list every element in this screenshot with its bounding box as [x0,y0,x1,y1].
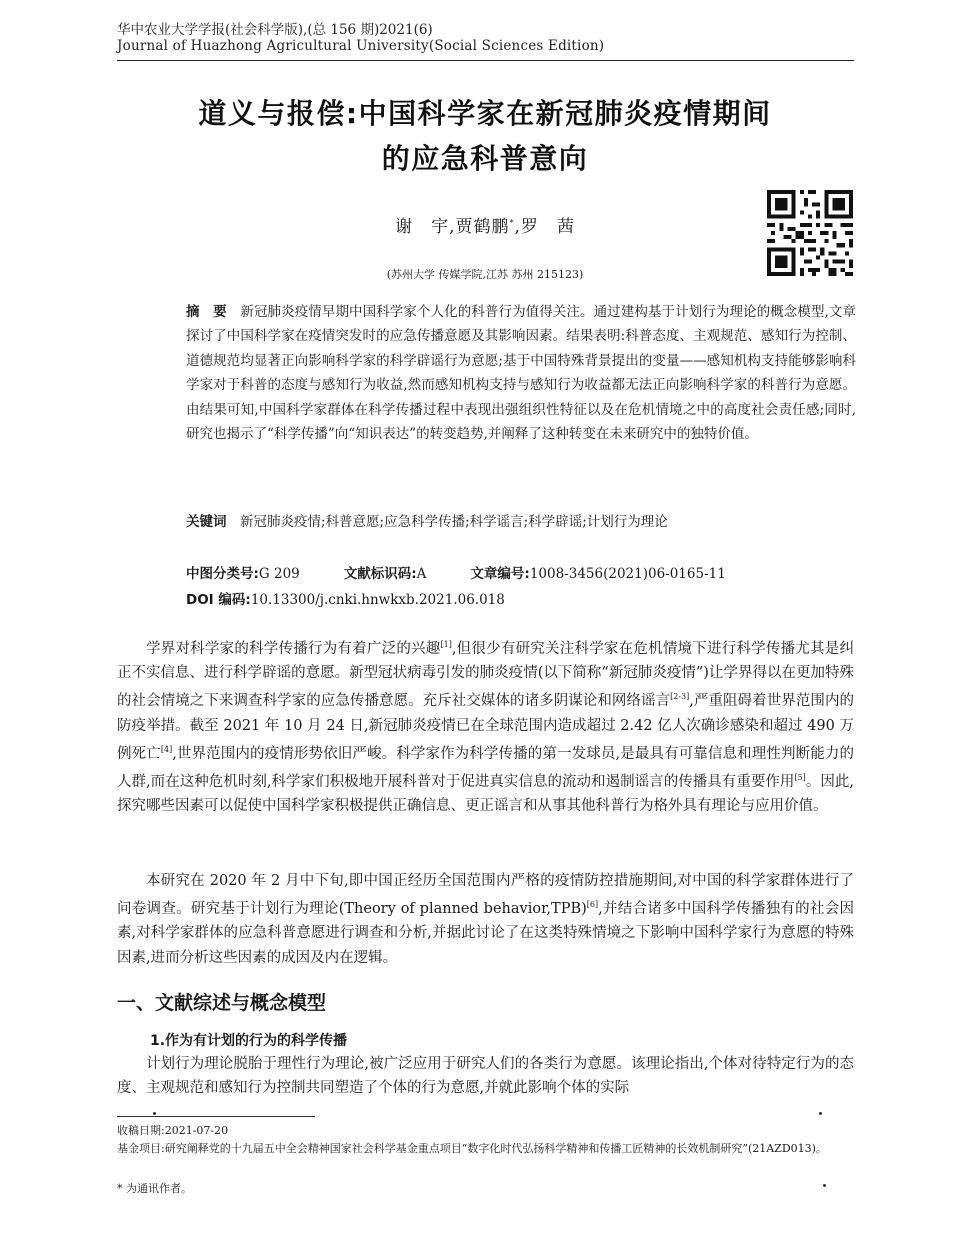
body-paragraph-3: 计划行为理论脱胎于理性行为理论,被广泛应用于研究人们的各类行为意愿。该理论指出,个体对待特定行为的态度、主观规范和感知行为控制共同塑造了个体的行为意愿,并就此影响个体的实际 [117,1056,854,1097]
citation: [6] [586,900,599,910]
page-dot [153,1112,156,1115]
subsection-heading: 1.作为有计划的行为的科学传播 [150,1033,348,1049]
abstract-label: 摘 要 [186,304,227,320]
p1-text: ,世界范围内的疫情形势依旧严峻。科学家作为科学传播的第一发球员,是最具有可靠信息和理性判断能力的人群,而在这种危机时刻,科学家们积极地开展科普对于促进真实信息的流动和遏制谣言的传播具有重要作用 [117,745,854,790]
paper-title-line2: 的应急科普意向 [381,142,589,175]
p1-text: ,但很少有研究关注科学家在危机情境下进行科学传播尤其是纠正不实信息、进行科学辟谣的意愿。新型冠状病毒引发的肺炎疫情(以下简称“新冠肺炎疫情”)让学界得以在更加特殊的社会情境之下来调查科学家的应急传播意愿。充斥社交媒体的诸多阴谋论和网络谣言 [117,640,855,710]
keywords-text: 新冠肺炎疫情;科普意愿;应急科学传播;科学谣言;科学辟谣;计划行为理论 [240,514,668,530]
affiliation: (苏州大学 传媒学院,江苏 苏州 215123) [386,268,584,281]
citation: [1] [440,640,452,649]
footnote-fund: 基金项目:研究阐释党的十九届五中全会精神国家社会科学基金重点项目“数字化时代弘扬科学精神和传播工匠精神的长效机制研究”(21AZD013)。 [117,1142,827,1155]
citation: [2-3] [670,692,690,702]
p1-text: ,严重阻碍着世界范围内的防疫举措。截至 2021 年 10 月 24 日,新冠肺炎疫情已在全球范围内造成超过 2.42 亿人次确诊感染和超过 490 万例死亡 [117,693,855,762]
paper-title-line1: 道义与报偿:中国科学家在新冠肺炎疫情期间 [198,97,772,130]
doi-line [150,588,856,612]
corresponding-mark: * [509,218,515,228]
author-list [0,212,970,237]
journal-header-cn: 华中农业大学学报(社会科学版),(总 156 期)2021(6) [117,22,433,38]
abstract-text: 新冠肺炎疫情早期中国科学家个人化的科普行为值得关注。通过建构基于计划行为理论的概念模型,文章探讨了中国科学家在疫情突发时的应急传播意愿及其影响因素。结果表明:科普态度、主观规范、感知行为控制、道德规范均显著正向影响科学家的科学辟谣行为意愿;基于中国特殊背景提出的变量——感知机构支持能够影响科学家对于科普的态度与感知行为收益,然而感知机构支持与感知行为收益都无法正向影响科学家的科普行为意愿。由结果可知,中国科学家群体在科学传播过程中表现出强组织性特征以及在危机情境之中的高度社会责任感;同时,研究也揭示了“科学传播”向“知识表达”的转变趋势,并阐释了这种转变在未来研究中的独特价值。 [186,304,857,443]
body-paragraph-1 [117,633,854,818]
article-number-value: 1008-3456(2021)06-0165-11 [529,566,726,582]
footnote-corresponding: * 为通讯作者。 [117,1182,192,1195]
footnote-received: 收稿日期:2021-07-20 [117,1124,229,1137]
p2-text: ,并结合诸多中国科学传播独有的社会因素,对科学家群体的应急科普意愿进行调查和分析,并据此讨论了在这类特殊情境之下影响中国科学家行为意愿的特殊因素,进而分析这些因素的成因及内在逻辑。 [117,901,854,966]
author-names: 谢 宇,贾鹤鹏 [395,217,510,237]
page-dot [819,1112,822,1115]
citation: [4] [160,744,173,754]
author-names-tail: ,罗 茜 [514,217,575,237]
doi-value: 10.13300/j.cnki.hnwkxb.2021.06.018 [250,592,505,608]
article-number-label: 文章编号: [470,566,530,582]
p1-text: 。因此,探究哪些因素可以促使中国科学家积极提供正确信息、更正谣言和从事其他科普行为格外具有理论与应用价值。 [117,773,855,815]
footnote-rule [117,1116,315,1117]
page-dot [823,1184,826,1187]
p2-text: 本研究在 2020 年 2 月中下旬,即中国正经历全国范围内严格的疫情防控措施期间,对中国的科学家群体进行了问卷调查。研究基于计划行为理论(Theory of planned behavior,TPB) [117,873,854,918]
clc-value: G 209 [258,566,300,582]
doi-label: DOI 编码: [186,592,251,608]
abstract [150,300,856,446]
keywords-label: 关键词 [186,514,227,530]
section-heading: 一、文献综述与概念模型 [117,992,327,1014]
citation: [5] [794,772,806,782]
doc-code-label: 文献标识码: [343,566,417,582]
clc-label: 中图分类号: [186,566,259,582]
header-rule [117,60,854,61]
keywords [150,510,856,534]
p1-text: 学界对科学家的科学传播行为有着广泛的兴趣 [146,640,441,657]
classification-line [150,562,856,586]
body-paragraph-2 [117,869,854,970]
doc-code-value: A [416,566,427,582]
journal-header-en: Journal of Huazhong Agricultural University(Social Sciences Edition) [117,38,605,54]
